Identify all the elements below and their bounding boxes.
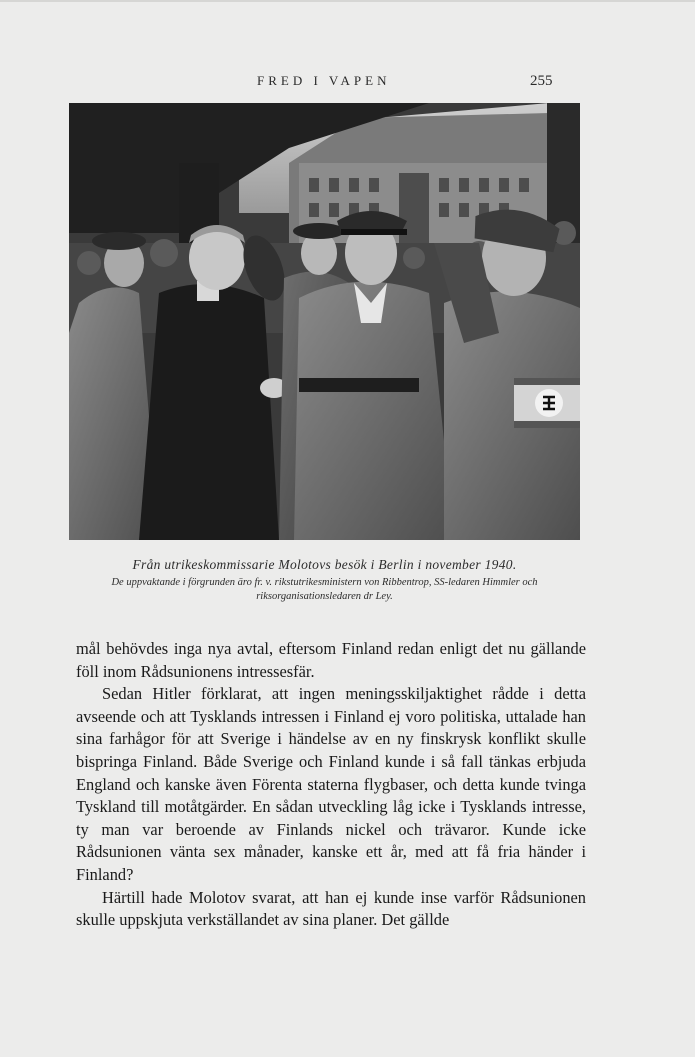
body-text <box>76 638 586 932</box>
paragraph-3: Härtill hade Molotov svarat, att han ej kunde inse varför Rådsunionen skulle uppskjuta verkställandet av sina planer. Det gällde <box>76 887 586 930</box>
caption-description: De uppvaktande i förgrunden äro fr. v. rikstutrikesministern von Ribbentrop, SS-ledaren Himmler och riksorganisationsledaren dr Ley. <box>111 577 538 602</box>
paragraph-2: Sedan Hitler förklarat, att ingen meningsskiljaktighet rådde i detta avseende och att Tysklands intressen i Finland ej voro politiska, uttalade han sina farhågor för att Sverige i händelse av en ny finskrysk konflikt skulle bispringa Finland. Både Sverige och Finland kunde i så fall tänkas erbjuda England och kanske även Förenta staterna flygbaser, och detta kunde tvinga Tyskland till motåtgärder. En sådan utveckling låg icke i Tysklands intresse, ty man var beroende av Finlands nickel och trävaror. Kunde icke Rådsunionen vänta sex månader, kanske ett år, med att få fria händer i Finland? <box>76 684 586 884</box>
caption-title: Från utrikeskommissarie Molotovs besök i Berlin i november 1940. <box>132 557 517 572</box>
photo-caption <box>69 556 580 604</box>
paragraph-1: mål behövdes inga nya avtal, eftersom Finland redan enligt det nu gällande föll inom Rådsunionens intressesfär. <box>76 639 586 681</box>
historical-photograph <box>69 103 580 540</box>
page-number: 255 <box>530 73 553 89</box>
page-top-edge <box>0 0 695 2</box>
photograph-illustration <box>69 103 580 540</box>
running-title: FRED I VAPEN <box>257 73 391 88</box>
running-head <box>0 70 695 90</box>
